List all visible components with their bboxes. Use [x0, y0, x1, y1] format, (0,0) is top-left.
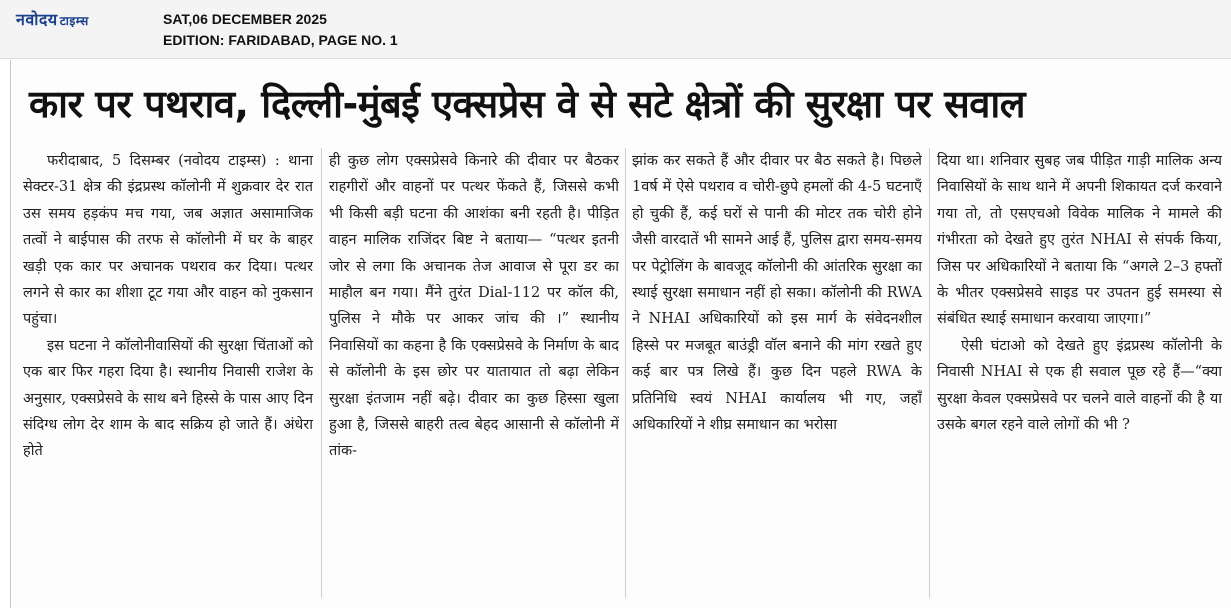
masthead-bar — [0, 0, 1231, 59]
edition-page: EDITION: FARIDABAD, PAGE NO. 1 — [163, 32, 398, 48]
article-column-1 — [23, 148, 313, 603]
paragraph: झांक कर सकते हैं और दीवार पर बैठ सकते है। पिछले 1वर्ष में ऐसे पथराव व चोरी-छुपे हमलों की 4-5 घटनाएँ हो चुकी हैं, कई घरों से पानी की मोटर तक चोरी होने जैसी वारदातें भी सामने आई हैं, पुलिस द्वारा समय-समय पर पेट्रोलिंग के बावजूद कॉलोनी की आंतरिक सुरक्षा का स्थाई सुरक्षा समाधान नहीं हो सका। कॉलोनी की RWA ने NHAI अधिकारियों को इस मार्ग के संवेदनशील हिस्से पर मजबूत बाउंड्री वॉल बनाने की मांग रखते हुए कई बार पत्र लिखे हैं। कुछ दिन पहले RWA के प्रतिनिधि स्वयं NHAI कार्यालय भी गए, जहाँ अधिकारियों ने शीघ्र समाधान का भरोसा — [632, 153, 922, 434]
logo-subtext: टाइम्स — [59, 14, 89, 28]
logo-text: नवोदय — [16, 10, 58, 29]
column-divider — [929, 148, 930, 598]
newspaper-logo — [16, 8, 89, 30]
issue-date: SAT,06 DECEMBER 2025 — [163, 11, 327, 27]
paragraph: ऐसी घंटाओ को देखते हुए इंद्रप्रस्थ कॉलोनी के निवासी NHAI से एक ही सवाल पूछ रहे हैं—“क्या सुरक्षा केवल एक्सप्रेसवे पर चलने वाले वाहनों की है या उसके बगल रहने वाले लोगों की भी ? — [937, 337, 1222, 434]
paragraph: दिया था। शनिवार सुबह जब पीड़ित गाड़ी मालिक अन्य निवासियों के साथ थाने में अपनी शिकायत दर्ज करवाने गया तो, तो एसएचओ विवेक मालिक ने मामले की गंभीरता को देखते हुए तुरंत NHAI से संपर्क किया, जिस पर अधिकारियों ने बताया कि “अगले 2–3 हफ्तों के भीतर एक्सप्रेसवे साइड पर उपतन हुई समस्या से संबंधित स्थाई समाधान करवाया जाएगा।” — [937, 153, 1222, 328]
newspaper-clipping — [10, 60, 1231, 608]
article-column-3 — [632, 148, 922, 603]
column-divider — [321, 148, 322, 598]
article-headline: कार पर पथराव, दिल्ली-मुंबई एक्सप्रेस वे से सटे क्षेत्रों की सुरक्षा पर सवाल — [29, 82, 1025, 126]
edition-info — [163, 9, 398, 51]
article-column-4 — [937, 148, 1222, 603]
paragraph: ही कुछ लोग एक्सप्रेसवे किनारे की दीवार पर बैठकर राहगीरों और वाहनों पर पत्थर फेंकते हैं, जिससे कभी भी किसी बड़ी घटना की आशंका बनी रहती है। पीड़ित वाहन मालिक राजिंदर बिष्ट ने बताया— “पत्थर इतनी जोर से लगा कि अचानक तेज आवाज से पूरा डर का माहौल बन गया। मैंने तुरंत Dial-112 पर कॉल की, पुलिस ने मौके पर आकर जांच की ।” स्थानीय निवासियों का कहना है कि एक्सप्रेसवे के निर्माण के बाद से कॉलोनी के इस छोर पर यातायात तो बढ़ा लेकिन सुरक्षा इंतजाम नहीं बढ़े। दीवार का कुछ हिस्सा खुला हुआ है, जिससे बाहरी तत्व बेहद आसानी से कॉलोनी में तांक- — [329, 153, 619, 460]
paragraph: इस घटना ने कॉलोनीवासियों की सुरक्षा चिंताओं को एक बार फिर गहरा दिया है। स्थानीय निवासी राजेश के अनुसार, एक्सप्रेसवे के साथ बने हिस्से के पास आए दिन संदिग्ध लोग देर शाम के बाद सक्रिय हो जाते हैं। अंधेरा होते — [23, 337, 313, 460]
article-column-2 — [329, 148, 619, 603]
paragraph: फरीदाबाद, 5 दिसम्बर (नवोदय टाइम्स) : थाना सेक्टर-31 क्षेत्र की इंद्रप्रस्थ कॉलोनी में शुक्रवार देर रात उस समय हड़कंप मच गया, जब अज्ञात असामाजिक तत्वों ने बाईपास की तरफ से कॉलोनी में घर के बाहर खड़ी एक कार पर अचानक पथराव कर दिया। पत्थर लगने से कार का शीशा टूट गया और वाहन को नुकसान पहुंचा। — [23, 153, 313, 328]
column-divider — [625, 148, 626, 598]
